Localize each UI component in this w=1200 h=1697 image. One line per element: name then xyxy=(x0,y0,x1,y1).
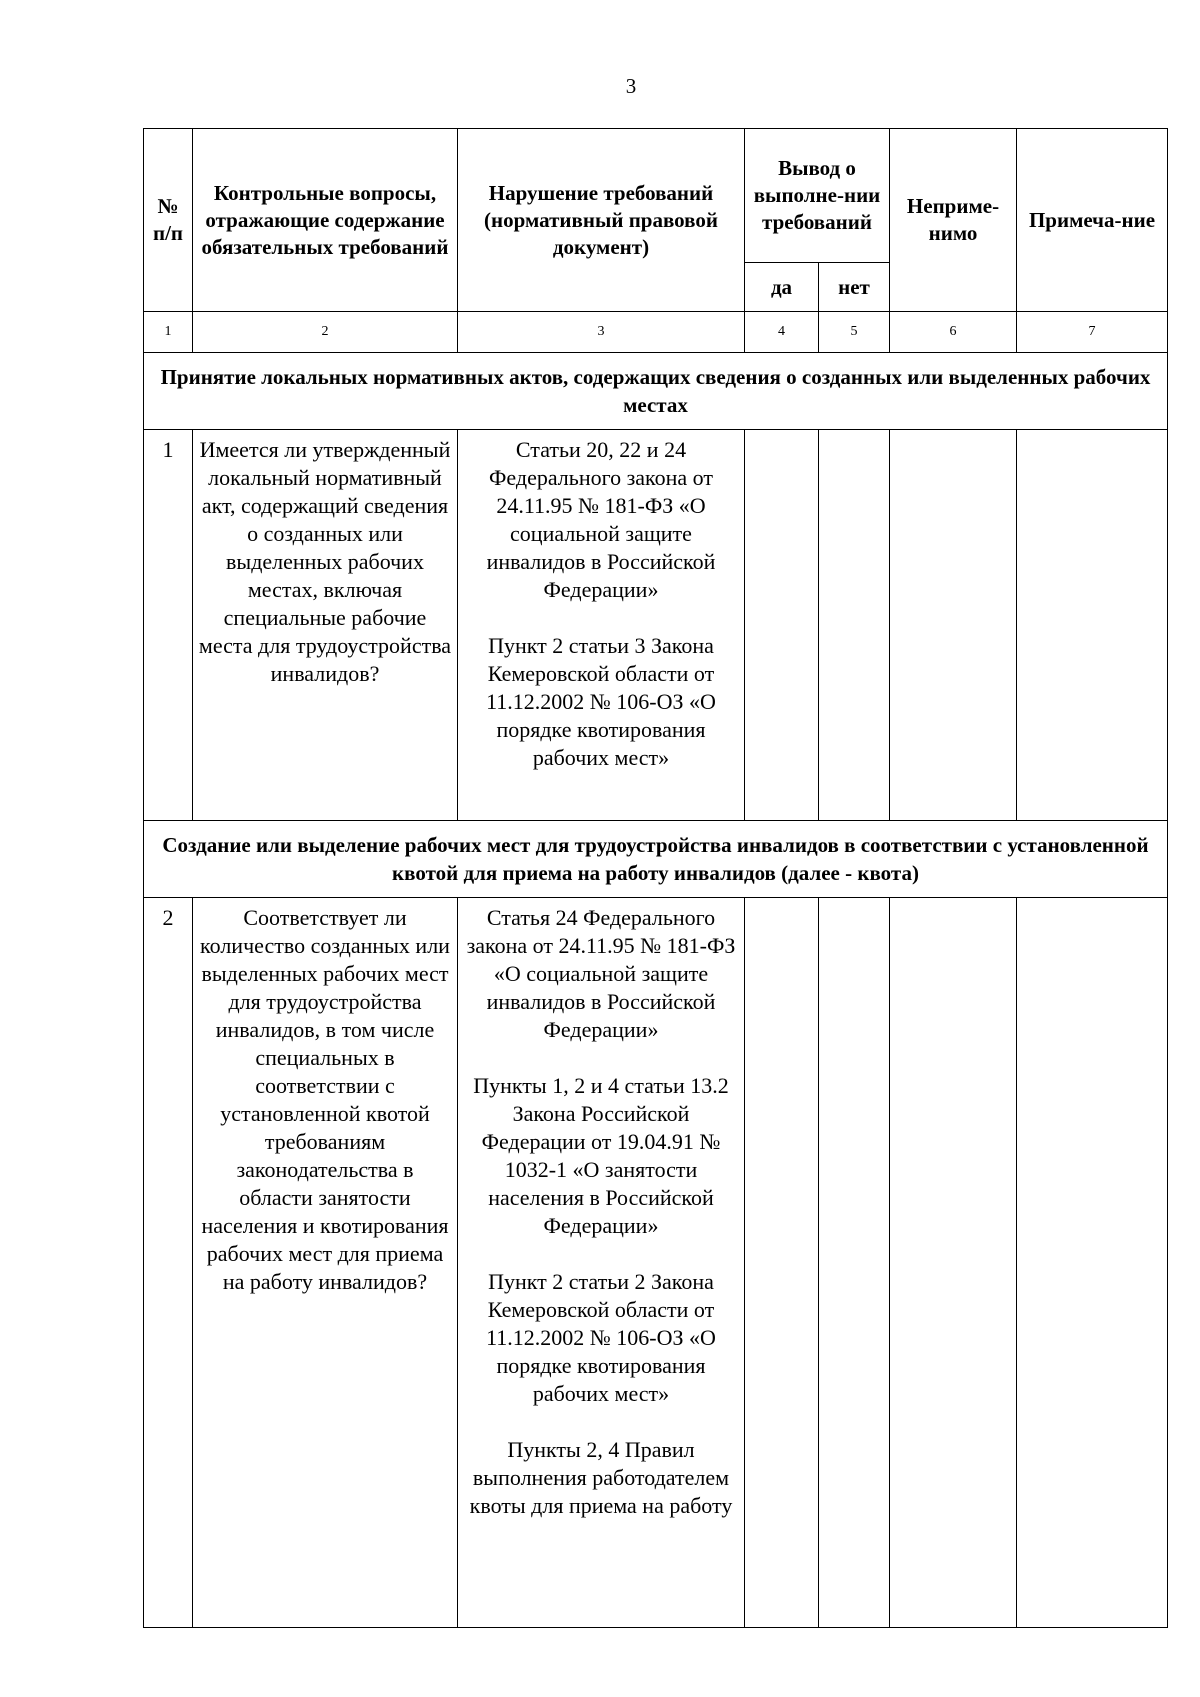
table-row xyxy=(144,898,1168,1628)
page-number: 3 xyxy=(625,74,637,98)
section-title: Создание или выделение рабочих мест для трудоустройства инвалидов в соответствии с установленной квотой для приема на работу инвалидов (далее - квота) xyxy=(144,821,1168,898)
reference-text: Пункты 1, 2 и 4 статьи 13.2 Закона Российской Федерации от 19.04.91 № 1032-1 «О занятости населения в Российской Федерации» xyxy=(473,1073,729,1238)
header-note: Примеча-ние xyxy=(1017,129,1168,312)
column-number: 1 xyxy=(144,312,193,353)
cell-no xyxy=(819,898,890,1628)
header-question: Контрольные вопросы, отражающие содержание обязательных требований xyxy=(193,129,458,312)
column-number-row xyxy=(144,312,1168,353)
column-number: 6 xyxy=(890,312,1017,353)
header-number: № п/п xyxy=(144,129,193,312)
question-text: Соответствует ли количество созданных или выделенных рабочих мест для трудоустройства инвалидов, в том числе специальных в соответствии с установленной квотой требованиям законодательства в области занятости населения и квотирования рабочих мест для приема на работу инвалидов? xyxy=(200,905,450,1294)
header-yes: да xyxy=(745,263,819,312)
cell-no xyxy=(819,430,890,821)
item-question xyxy=(193,430,458,821)
column-number: 2 xyxy=(193,312,458,353)
item-question xyxy=(193,898,458,1628)
item-number: 2 xyxy=(144,898,193,1628)
section-row xyxy=(144,353,1168,430)
cell-not-applicable xyxy=(890,430,1017,821)
column-number: 3 xyxy=(458,312,745,353)
section-title: Принятие локальных нормативных актов, содержащих сведения о созданных или выделенных рабочих местах xyxy=(144,353,1168,430)
table-row xyxy=(144,430,1168,821)
reference-text: Статьи 20, 22 и 24 Федерального закона от 24.11.95 № 181-ФЗ «О социальной защите инвалидов в Российской Федерации» xyxy=(486,437,716,602)
header-row xyxy=(144,129,1168,263)
cell-not-applicable xyxy=(890,898,1017,1628)
checklist-table xyxy=(143,128,1168,1628)
header-violation: Нарушение требований (нормативный правовой документ) xyxy=(458,129,745,312)
header-conclusion: Вывод о выполне-нии требований xyxy=(745,129,890,263)
item-references xyxy=(458,430,745,821)
column-number: 5 xyxy=(819,312,890,353)
reference-text: Пункт 2 статьи 2 Закона Кемеровской области от 11.12.2002 № 106-ОЗ «О порядке квотирования рабочих мест» xyxy=(486,1269,716,1406)
item-references xyxy=(458,898,745,1628)
reference-text: Пункт 2 статьи 3 Закона Кемеровской области от 11.12.2002 № 106-ОЗ «О порядке квотирования рабочих мест» xyxy=(486,633,716,770)
reference-text: Статья 24 Федерального закона от 24.11.95 № 181-ФЗ «О социальной защите инвалидов в Российской Федерации» xyxy=(466,905,736,1042)
cell-yes xyxy=(745,898,819,1628)
header-no: нет xyxy=(819,263,890,312)
question-text: Имеется ли утвержденный локальный нормативный акт, содержащий сведения о созданных или выделенных рабочих местах, включая специальные рабочие места для трудоустройства инвалидов? xyxy=(198,437,452,686)
cell-note xyxy=(1017,430,1168,821)
reference-text: Пункты 2, 4 Правил выполнения работодателем квоты для приема на работу xyxy=(469,1437,733,1518)
cell-yes xyxy=(745,430,819,821)
column-number: 4 xyxy=(745,312,819,353)
section-row xyxy=(144,821,1168,898)
column-number: 7 xyxy=(1017,312,1168,353)
item-number: 1 xyxy=(144,430,193,821)
cell-note xyxy=(1017,898,1168,1628)
header-not-applicable: Неприме-нимо xyxy=(890,129,1017,312)
